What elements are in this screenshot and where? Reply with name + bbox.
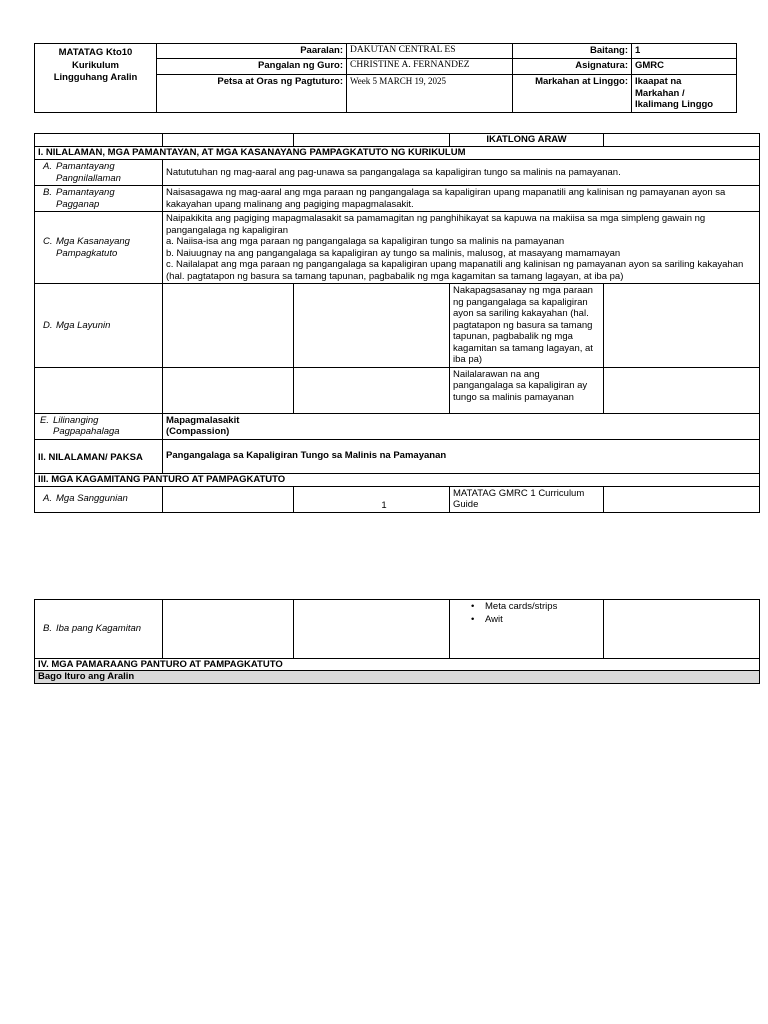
item-letter: A. <box>43 493 52 505</box>
performance-standard-label <box>35 186 163 212</box>
lesson-plan-table <box>34 133 760 513</box>
item-label: Pamantayang Pangnilallaman <box>56 161 121 184</box>
list-item: • Meta cards/strips <box>471 601 600 614</box>
objectives-cell <box>604 284 760 368</box>
topic-label: II. NILALAMAN/ PAKSA <box>35 439 163 473</box>
grade-value: 1 <box>632 44 737 59</box>
title-line: Kurikulum <box>72 59 119 71</box>
competency-line: Naipakikita ang pagiging mapagmalasakit sa pamamagitan ng panghihikayat sa kapuwa na makiisa sa mga simpleng gawain ng pangangalaga ng kapaligiran <box>166 213 706 236</box>
materials-list <box>453 601 600 626</box>
quarter-label: Markahan at Linggo: <box>513 75 632 113</box>
competency-line: a. Naiisa-isa ang mga paraan ng pangangalaga sa kapaligiran tungo sa malinis na pamayanan <box>166 236 565 247</box>
performance-standard-text: Naisasagawa ng mag-aaral ang mga paraan ng pangangalaga sa kapaligiran upang mapanatili ang kalinisan ng pamayanan ayon sa kakayahan upang malinang ang pagiging mapagmalasakit. <box>163 186 760 212</box>
title-line: Lingguhang Aralin <box>53 72 138 83</box>
lesson-plan-table-continued <box>34 599 760 684</box>
item-letter: E. <box>40 414 49 426</box>
learning-competencies-text <box>163 212 760 284</box>
competency-line: b. Naiuugnay na ang pangangalaga sa kapaligiran ay tungo sa malinis, malusog, at masayang mamamayan <box>166 247 621 259</box>
objectives-cell <box>604 367 760 413</box>
quarter-line: Markahan / <box>635 87 685 99</box>
quarter-value <box>632 75 737 113</box>
item-label: Mga Sanggunian <box>56 493 128 505</box>
item-letter: B. <box>43 187 52 198</box>
learning-competencies-label <box>35 212 163 284</box>
section-1-heading: I. NILALAMAN, MGA PAMANTAYAN, AT MGA KASANAYANG PAMPAGKATUTO NG KURIKULUM <box>35 147 760 160</box>
subject-value: GMRC <box>632 59 737 75</box>
objective-2: Nailalarawan na ang pangangalaga sa kapaligiran ay tungo sa malinis pamayanan <box>450 367 604 413</box>
section-4-heading: IV. MGA PAMARAANG PANTURO AT PAMPAGKATUTO <box>35 659 760 671</box>
teacher-label: Pangalan ng Guro: <box>157 59 347 75</box>
item-label: Lilinanging Pagpapahalaga <box>53 414 120 437</box>
day-header-cell <box>294 134 450 147</box>
item-letter: D. <box>43 319 53 331</box>
objectives-cell <box>294 284 450 368</box>
materials-cell <box>604 600 760 659</box>
quarter-line: Ikalimang Linggo <box>635 99 714 110</box>
date-value: Week 5 MARCH 19, 2025 <box>347 75 513 113</box>
objectives-cell <box>163 367 294 413</box>
objectives-cell <box>163 284 294 368</box>
objective-1: Nakapagsasanay ng mga paraan ng pangangalaga sa kapaligiran ayon sa sariling kakayahan (hal. pagtatapon ng basura sa tamang tapunan, pagbabalik ng mga kagamitan sa tamang lagayan, at iba pa) <box>450 284 604 368</box>
date-label: Petsa at Oras ng Pagtuturo: <box>157 75 347 113</box>
objectives-label <box>35 284 163 368</box>
content-standard-text: Natututuhan ng mag-aaral ang pag-unawa sa pangangalaga sa kapaligiran tungo sa malinis na pamayanan. <box>163 160 760 186</box>
day-heading: IKATLONG ARAW <box>450 134 604 147</box>
day-header-cell <box>35 134 163 147</box>
value-line: Mapagmalasakit <box>166 414 240 426</box>
values-label <box>35 413 163 439</box>
list-item: • Awit <box>471 614 600 627</box>
objectives-cell <box>294 367 450 413</box>
item-letter: A. <box>43 161 52 172</box>
references-value: MATATAG GMRC 1 Curriculum Guide <box>450 486 604 512</box>
item-label: Iba pang Kagamitan <box>56 623 142 635</box>
subject-label: Asignatura: <box>513 59 632 75</box>
materials-cell <box>294 600 450 659</box>
item-label: Mga Kasanayang Pampagkatuto <box>56 236 130 259</box>
objectives-cell <box>35 367 163 413</box>
teacher-value: CHRISTINE A. FERNANDEZ <box>347 59 513 75</box>
value-line: (Compassion) <box>166 426 230 437</box>
item-letter: C. <box>43 236 53 247</box>
item-label: Pamantayang Pagganap <box>56 187 115 210</box>
day-header-cell <box>604 134 760 147</box>
quarter-line: Ikaapat na <box>635 76 682 87</box>
day-header-cell <box>163 134 294 147</box>
other-materials-label <box>35 600 163 659</box>
values-text <box>163 413 760 439</box>
school-label: Paaralan: <box>157 44 347 59</box>
competency-line: c. Nailalapat ang mga paraan ng pangangalaga sa kapaligiran upang mapanatili ang kalinisan ng pamayanan ayon sa sariling kakayahan (hal. pagtatapon ng basura sa tamang tapunan, pagbabalik ng mga kagamitan sa tamang lagayan, at iba pa) <box>166 259 744 282</box>
section-3-heading: III. MGA KAGAMITANG PANTURO AT PAMPAGKATUTO <box>35 473 760 486</box>
page-number: 1 <box>381 500 387 511</box>
item-label: Mga Layunin <box>56 319 111 331</box>
school-value: DAKUTAN CENTRAL ES <box>347 44 513 59</box>
lesson-plan-title <box>35 44 157 113</box>
content-standard-label <box>35 160 163 186</box>
topic-text: Pangangalaga sa Kapaligiran Tungo sa Malinis na Pamayanan <box>163 439 760 473</box>
grade-label: Baitang: <box>513 44 632 59</box>
title-line: MATATAG Kto10 <box>58 47 133 58</box>
materials-list-cell <box>450 600 604 659</box>
item-letter: B. <box>43 623 52 635</box>
materials-cell <box>163 600 294 659</box>
header-table <box>34 43 737 113</box>
before-lesson-heading: Bago Ituro ang Aralin <box>35 671 760 684</box>
